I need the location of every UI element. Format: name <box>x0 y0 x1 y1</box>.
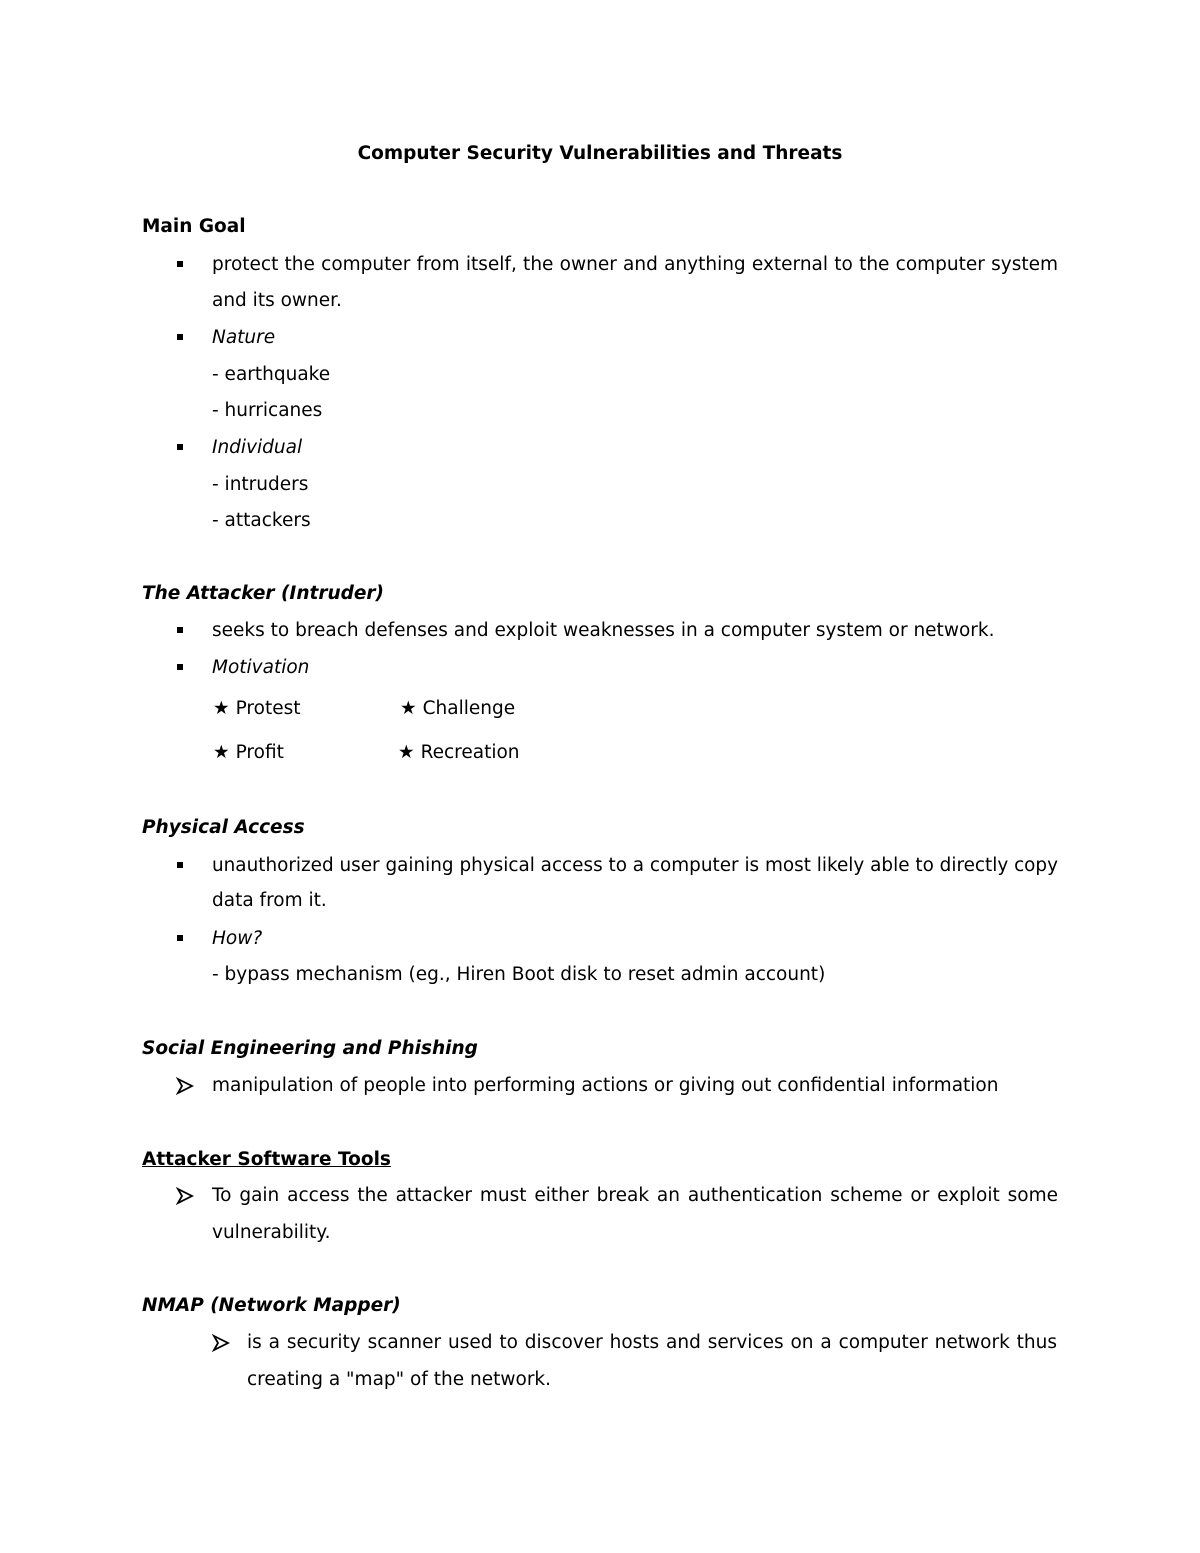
square-bullet-icon <box>175 254 185 274</box>
nmap-text-line1: is a security scanner used to discover hosts and services on a computer network thus <box>247 1332 1057 1353</box>
physical-text-line1: unauthorized user gaining physical access to a computer is most likely able to directly copy <box>212 855 1058 876</box>
arrow-bullet-icon <box>176 1187 194 1205</box>
star-icon: ★ <box>398 742 415 763</box>
main-goal-text-line1: protect the computer from itself, the owner and anything external to the computer system <box>212 254 1058 275</box>
square-bullet-icon <box>175 327 185 347</box>
nature-label: Nature <box>212 327 276 348</box>
square-bullet-icon <box>175 437 185 457</box>
square-bullet-icon <box>175 928 185 948</box>
heading-physical-access: Physical Access <box>142 817 305 838</box>
star-icon: ★ <box>400 698 417 719</box>
motivation-label: Motivation <box>212 657 310 678</box>
nature-item: - hurricanes <box>212 400 323 421</box>
heading-main-goal: Main Goal <box>142 216 246 237</box>
individual-item: - attackers <box>212 510 311 531</box>
how-label: How? <box>212 928 263 949</box>
how-item: - bypass mechanism (eg., Hiren Boot disk to reset admin account) <box>212 964 826 985</box>
heading-nmap: NMAP (Network Mapper) <box>142 1295 401 1316</box>
arrow-bullet-icon <box>212 1334 230 1352</box>
nature-item: - earthquake <box>212 364 331 385</box>
heading-attacker: The Attacker (Intruder) <box>142 583 384 604</box>
motivation-item: ★ Protest <box>213 698 301 719</box>
square-bullet-icon <box>175 657 185 677</box>
main-goal-text-line2: and its owner. <box>212 290 342 311</box>
motivation-item: ★ Recreation <box>398 742 520 763</box>
arrow-bullet-icon <box>176 1077 194 1095</box>
physical-text-line2: data from it. <box>212 890 327 911</box>
square-bullet-icon <box>175 855 185 875</box>
star-icon: ★ <box>213 742 230 763</box>
document-title: Computer Security Vulnerabilities and Threats <box>357 143 843 164</box>
heading-software-tools: Attacker Software Tools <box>142 1149 391 1170</box>
attacker-text: seeks to breach defenses and exploit weaknesses in a computer system or network. <box>212 620 995 641</box>
social-text: manipulation of people into performing actions or giving out confidential information <box>212 1075 999 1096</box>
star-icon: ★ <box>213 698 230 719</box>
tools-text-line1: To gain access the attacker must either break an authentication scheme or exploit some <box>212 1185 1058 1206</box>
nmap-text-line2: creating a "map" of the network. <box>247 1369 552 1390</box>
motivation-item: ★ Challenge <box>400 698 516 719</box>
square-bullet-icon <box>175 620 185 640</box>
heading-social-engineering: Social Engineering and Phishing <box>142 1038 478 1059</box>
individual-item: - intruders <box>212 474 309 495</box>
motivation-item: ★ Profit <box>213 742 284 763</box>
individual-label: Individual <box>212 437 303 458</box>
tools-text-line2: vulnerability. <box>212 1222 331 1243</box>
